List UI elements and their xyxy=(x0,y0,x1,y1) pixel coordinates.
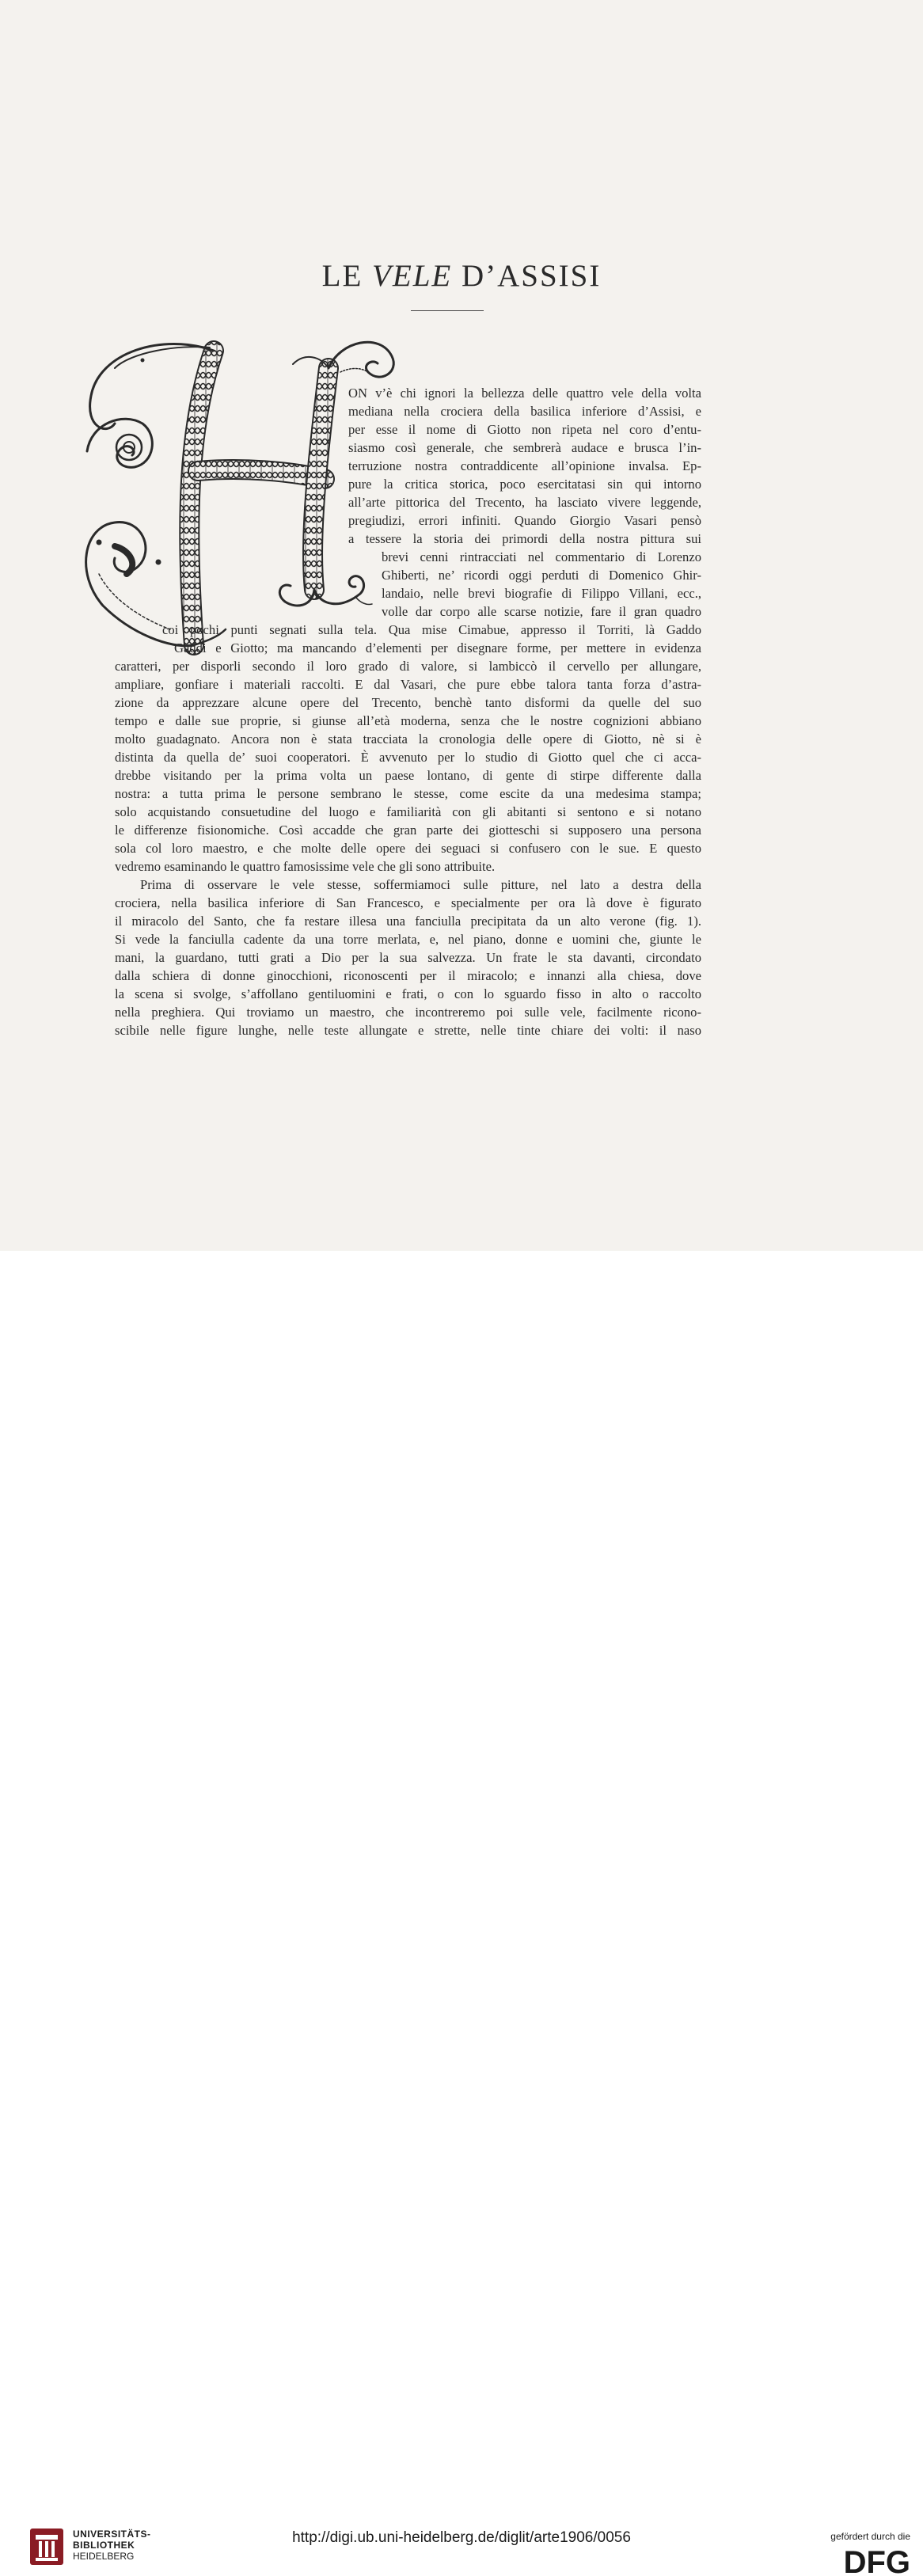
dfg-logo-icon xyxy=(822,2544,910,2576)
article-title xyxy=(0,258,923,294)
text-line: solo acquistando consuetudine del luogo e familiarità con gli abitanti si sentono e si notano xyxy=(115,804,701,819)
source-url[interactable]: http://digi.ub.uni-heidelberg.de/diglit/arte1906/0056 xyxy=(292,2529,631,2546)
text-line: crociera, nella basilica inferiore di San Francesco, e specialmente per ora là dove è figurato xyxy=(115,895,701,910)
text-line: all’arte pittorica del Trecento, ha lasciato vivere leggende, xyxy=(348,495,701,510)
text-line: pregiudizi, errori infiniti. Quando Giorgio Vasari pensò xyxy=(348,513,701,528)
text-line: scibile nelle figure lunghe, nelle teste allungate e strette, nelle tinte chiare dei volti: il naso xyxy=(115,1023,701,1038)
text-line: coi pochi punti segnati sulla tela. Qua mise Cimabue, appresso il Torriti, là Gaddo xyxy=(162,622,701,637)
text-line: Si vede la fanciulla cadente da una torre merlata, e, nel piano, donne e uomini che, giunte le xyxy=(115,932,701,947)
text-line: pure la critica storica, poco esercitatasi sin qui intorno xyxy=(348,477,701,492)
text-line: siasmo così generale, che sembrerà audace e brusca l’in- xyxy=(348,440,701,455)
text-line: il miracolo del Santo, che fa restare illesa una fanciulla precipitata da un alto verone (fig. 1). xyxy=(115,914,701,929)
text-line: sola col loro maestro, e che molte delle opere dei seguaci si confusero con le sue. E questo xyxy=(115,841,701,856)
text-line: Prima di osservare le vele stesse, soffermiamoci sulle pitture, nel lato a destra della xyxy=(140,877,701,892)
title-prefix: LE xyxy=(321,259,373,294)
text-line: dalla schiera di donne ginocchioni, riconoscenti per il miracolo; e innanzi alla chiesa, dove xyxy=(115,968,701,983)
text-line: nostra: a tutta prima le persone sembrano le stesse, come escite da una medesima stampa; xyxy=(115,786,701,801)
text-line: molto guadagnato. Ancora non è stata tracciata la cronologia delle opere di Giotto, nè si è xyxy=(115,731,701,747)
text-line: landaio, nelle brevi biografie di Filippo Villani, ecc., xyxy=(382,586,701,601)
scanned-page xyxy=(0,0,923,1251)
text-line: volle dar corpo alle scarse notizie, fare il gran quadro xyxy=(382,604,701,619)
title-suffix: D’ASSISI xyxy=(452,259,602,294)
text-line: caratteri, per disporli secondo il loro grado di valore, si lambiccò il cervello per allungare, xyxy=(115,659,701,674)
svg-text:DFG: DFG xyxy=(843,2545,910,2576)
text-line: brevi cenni rintracciati nel commentario di Lorenzo xyxy=(382,549,701,564)
text-line: Ghiberti, ne’ ricordi oggi perduti di Domenico Ghir- xyxy=(382,568,701,583)
text-line: vedremo esaminando le quattro famosissime vele che gli sono attribuite. xyxy=(115,859,496,874)
institution-name: UNIVERSITÄTS- BIBLIOTHEK HEIDELBERG xyxy=(73,2529,151,2562)
text-line: mediana nella crociera della basilica inferiore d’Assisi, e xyxy=(348,404,701,419)
text-line: mani, la guardano, tutti grati a Dio per la sua salvezza. Un frate le sta davanti, circondato xyxy=(115,950,701,965)
text-line: per esse il nome di Giotto non ripeta nel coro d’entu- xyxy=(348,422,701,437)
text-line: le differenze fisionomiche. Così accadde che gran parte dei giotteschi si supposero una persona xyxy=(115,823,701,838)
title-italic-word: VELE xyxy=(372,259,453,294)
text-line: ampliare, gonfiare i materiali raccolti. E dal Vasari, che pure ebbe talora tanta forza d’astra- xyxy=(115,677,701,692)
text-line: Gaddi e Giotto; ma mancando d’elementi per disegnare forme, per mettere in evidenza xyxy=(174,640,701,655)
text-line: tempo e dalle sue proprie, si giunse all’età moderna, senza che le nostre cognizioni abbiano xyxy=(115,713,701,728)
text-line: distinta da quella de’ suoi cooperatori. È avvenuto per lo studio di Giotto quel che ci acca- xyxy=(115,750,701,765)
text-line: la scena si svolge, s’affollano gentiluomini e frati, o con lo sguardo fisso in alto o raccolto xyxy=(115,986,701,1001)
text-line: ON v’è chi ignori la bellezza delle quattro vele della volta xyxy=(348,386,701,401)
title-rule xyxy=(411,310,484,311)
text-line: nella preghiera. Qui troviamo un maestro, che incontreremo poi sulle vele, facilmente ricono- xyxy=(115,1005,701,1020)
text-line: drebbe visitando per la prima volta un paese lontano, di gente di stirpe differente dalla xyxy=(115,768,701,783)
viewer-footer xyxy=(0,1251,923,2576)
funder-label: gefördert durch die xyxy=(830,2531,910,2542)
text-line: terruzione nostra contraddicente all’opinione invalsa. Ep- xyxy=(348,458,701,473)
dropcap-continuation: ON xyxy=(348,386,367,401)
text-line: a tessere la storia dei primordi della nostra pittura sui xyxy=(348,531,701,546)
text-line: zione da apprezzare alcune opere del Trecento, benchè tanto disformi da quelle del suo xyxy=(115,695,701,710)
